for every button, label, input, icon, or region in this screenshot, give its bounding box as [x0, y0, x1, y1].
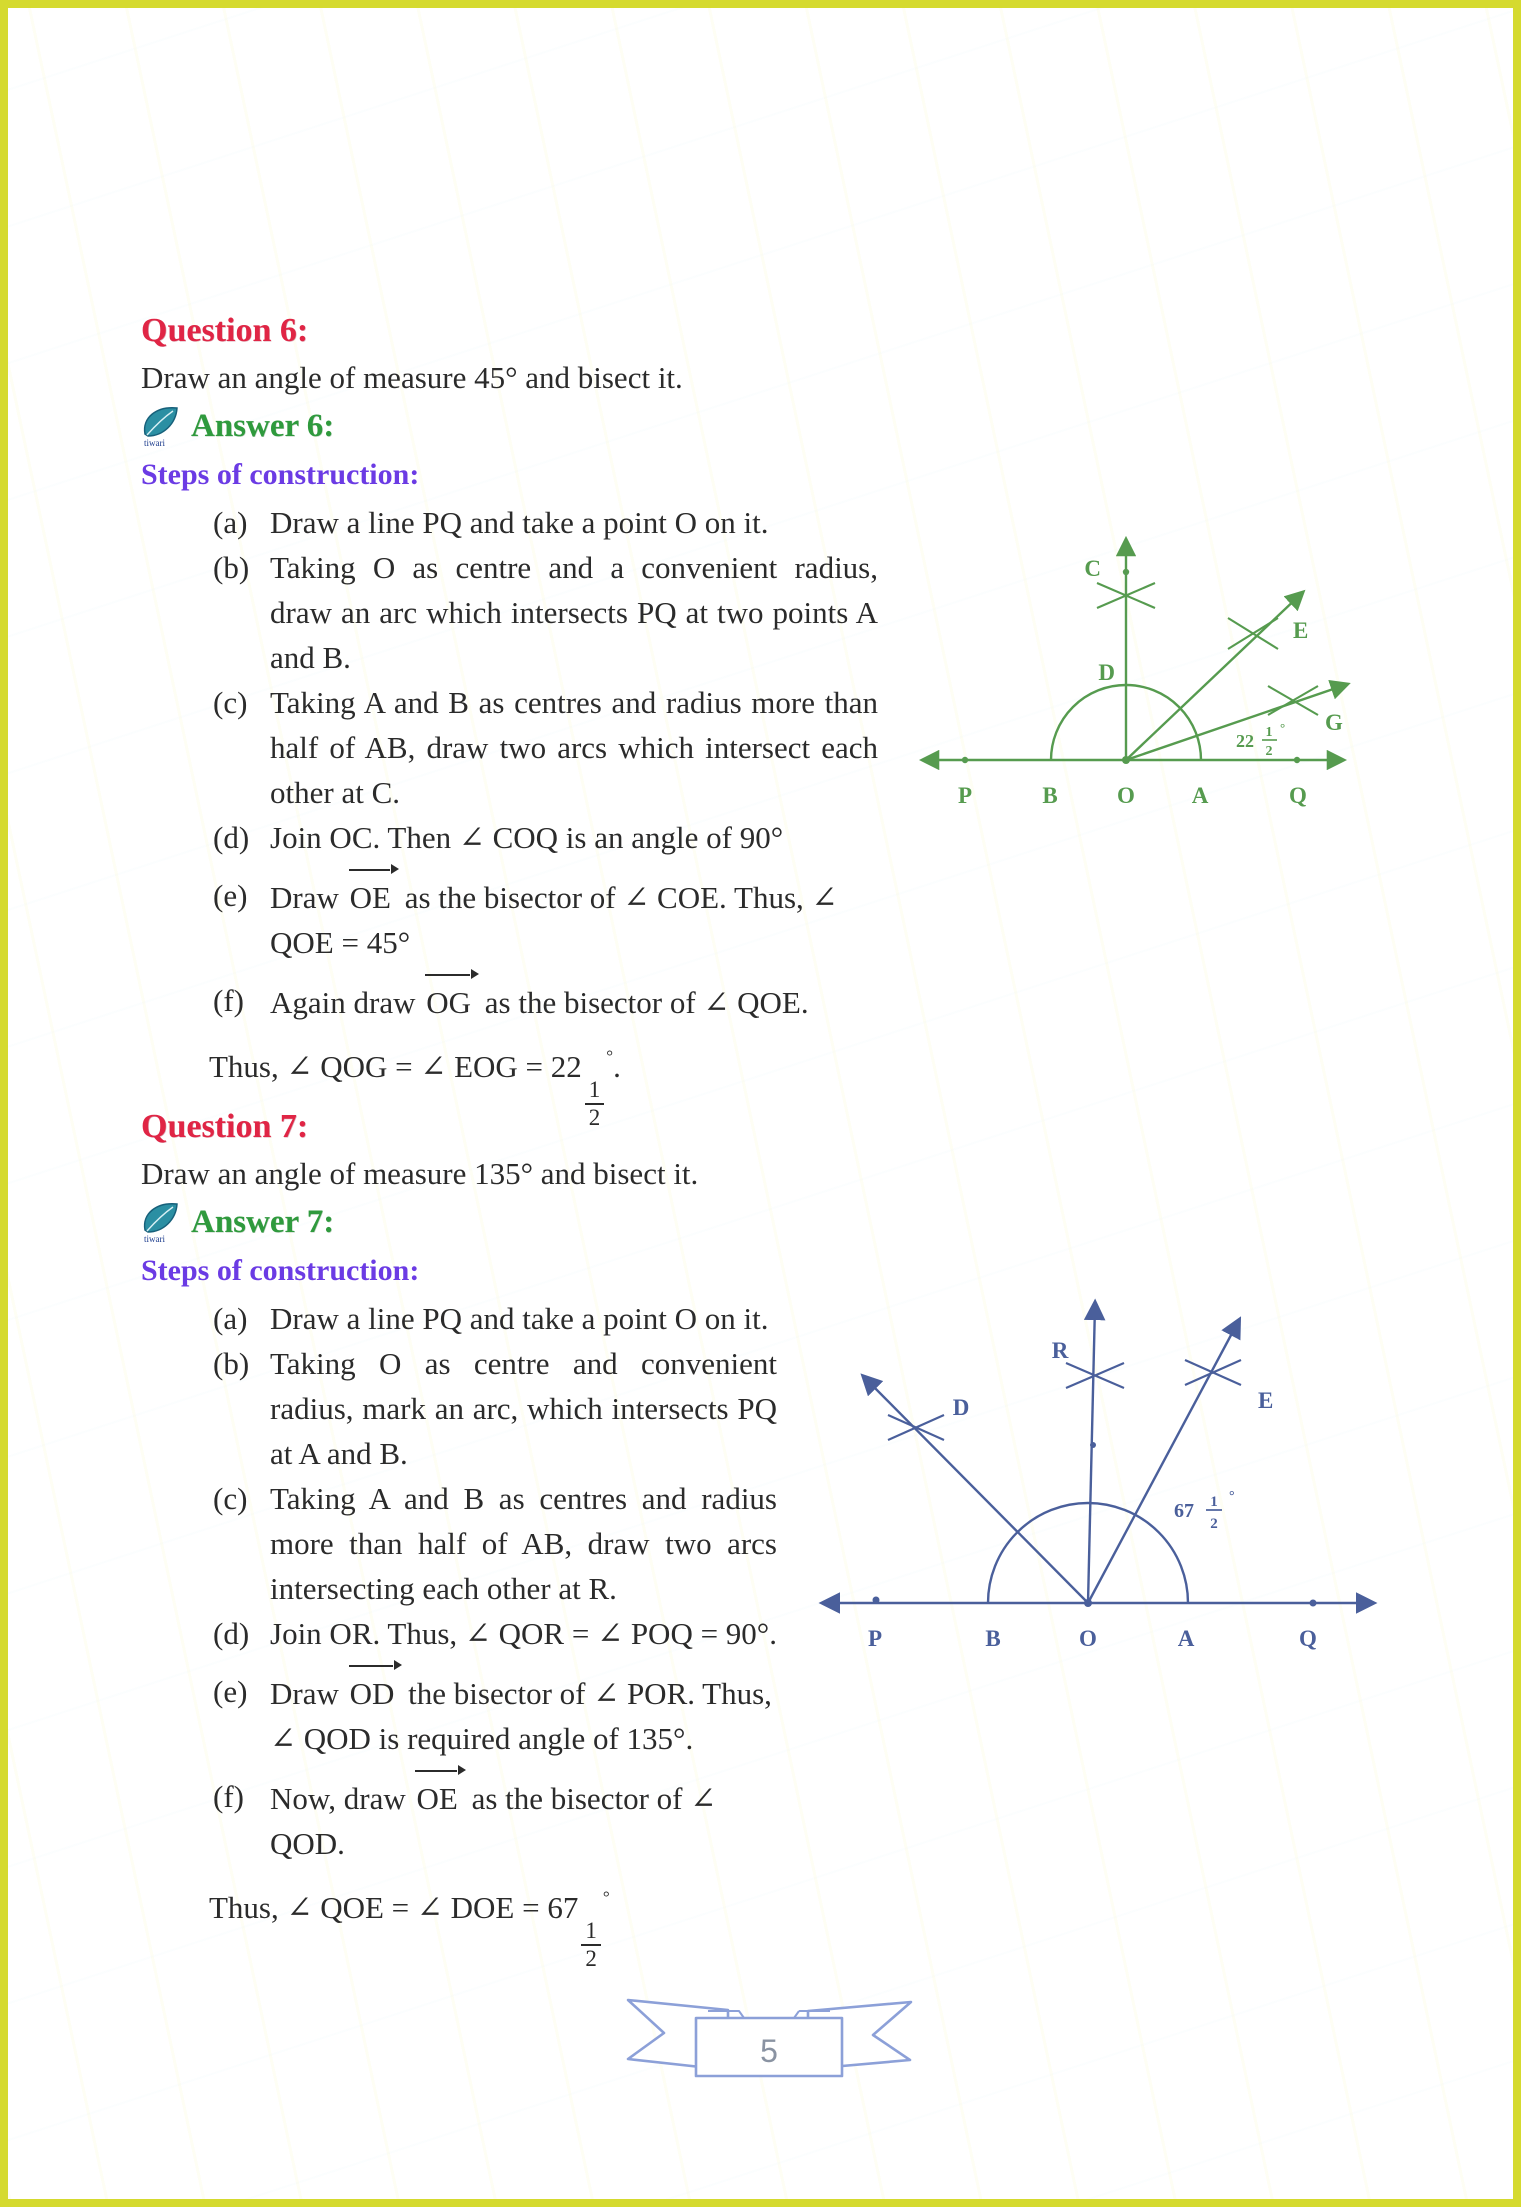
vector-ray-notation: OG [423, 978, 477, 1025]
vector-ray-notation: OE [413, 1774, 463, 1821]
construction-step [213, 1774, 1403, 1866]
label-E: E [1293, 618, 1309, 643]
angle-value-label [1174, 1489, 1235, 1532]
step-text: Now, draw OE as the bisector of ∠ QOD. [270, 1774, 777, 1866]
step-text: Taking A and B as centres and radius more than half of AB, draw two arcs which intersect each other at C. [270, 685, 878, 810]
label-D: D [952, 1395, 970, 1420]
question-7-title: Question 7: [141, 1108, 309, 1145]
label-R: R [1051, 1338, 1069, 1363]
step-label: (e) [213, 878, 248, 913]
angle-whole: 22 [1236, 731, 1254, 751]
angle-denominator: 2 [1210, 1516, 1218, 1532]
step-text: Draw OE as the bisector of ∠ COE. Thus, ∠ QOE = 45° [270, 873, 878, 965]
step-text: Join OC. Then ∠ COQ is an angle of 90° [270, 820, 784, 855]
step-label: (c) [213, 1481, 248, 1516]
diagram-labels [958, 556, 1343, 808]
answer-7-title: Answer 7: [191, 1204, 335, 1240]
angle-degree: ° [1229, 1489, 1235, 1504]
conclusion-7: Thus, ∠ QOE = ∠ DOE = 67 $\frac{1}{2}$ ° [209, 1887, 610, 1971]
construction-step [213, 1669, 1403, 1761]
construction-step [213, 815, 1403, 860]
step-text: Draw a line PQ and take a point O on it. [270, 1301, 769, 1336]
angle-denominator: 2 [1265, 744, 1273, 759]
step-text: Draw OD the bisector of ∠ POR. Thus, ∠ QOD is required angle of 135°. [270, 1669, 777, 1761]
ray-OE [1088, 1322, 1238, 1603]
leaf-logo-icon [141, 404, 181, 448]
angle-value-label [1236, 720, 1285, 759]
page-number: 5 [760, 2033, 778, 2069]
ray-OD [865, 1378, 1088, 1603]
label-E: E [1258, 1388, 1274, 1413]
label-O: O [1117, 783, 1135, 808]
ray-OR [1088, 1305, 1095, 1603]
label-C: C [1084, 556, 1101, 581]
question-6-title: Question 6: [141, 312, 309, 349]
leaf-logo-text: tiwari [144, 1234, 165, 1244]
step-label: (f) [213, 983, 244, 1018]
steps-heading-6: Steps of construction: [141, 458, 420, 491]
step-label: (c) [213, 685, 248, 720]
degree-symbol: ° [602, 1887, 610, 1907]
diagram-lines [825, 1305, 1371, 1603]
answer-6-heading [141, 403, 1403, 449]
label-Q: Q [1289, 783, 1307, 808]
conclusion-6: Thus, ∠ QOG = ∠ EOG = 22 $\frac{1}{2}$ °. [209, 1046, 621, 1130]
step-label: (a) [213, 1301, 248, 1336]
question-6-prompt: Draw an angle of measure 45° and bisect it. [141, 360, 683, 395]
compass-cross-marks [1097, 583, 1318, 715]
step-text: Again draw OG as the bisector of ∠ QOE. [270, 978, 878, 1025]
step-label: (d) [213, 1616, 250, 1651]
angle-45-construction-diagram [901, 510, 1371, 810]
label-A: A [1177, 1626, 1195, 1651]
construction-step [213, 873, 1403, 965]
step-label: (f) [213, 1779, 244, 1814]
stacked-fraction: $\frac{1}{2}$ [585, 1078, 605, 1130]
construction-step [213, 978, 1403, 1025]
answer-7-heading [141, 1199, 1403, 1245]
answer-6-title: Answer 6: [191, 408, 335, 444]
step-text: Join OR. Thus, ∠ QOR = ∠ POQ = 90°. [270, 1616, 777, 1651]
step-text: Taking O as centre and a convenient radius, draw an arc which intersects PQ at two points A and B. [270, 550, 878, 675]
step-label: (b) [213, 550, 250, 585]
label-P: P [957, 783, 973, 808]
angle-degree: ° [1280, 720, 1286, 735]
diagram-points [873, 1442, 1317, 1607]
question-7-prompt: Draw an angle of measure 135° and bisect it. [141, 1156, 699, 1191]
degree-symbol: ° [606, 1046, 614, 1066]
step-label: (a) [213, 505, 248, 540]
label-A: A [1191, 783, 1209, 808]
label-B: B [985, 1626, 1001, 1651]
page-number-ribbon [608, 1986, 928, 2086]
angle-numerator: 1 [1265, 725, 1273, 740]
label-P: P [867, 1626, 883, 1651]
steps-heading-7: Steps of construction: [141, 1254, 420, 1287]
step-text: Taking O as centre and convenient radius, mark an arc, which intersects PQ at A and B. [270, 1346, 777, 1471]
leaf-logo-icon [141, 1200, 181, 1244]
compass-cross-marks [888, 1360, 1241, 1440]
angle-135-construction-diagram [803, 1280, 1393, 1665]
vector-ray-notation: OE [347, 873, 397, 920]
step-text: Draw a line PQ and take a point O on it. [270, 505, 769, 540]
label-B: B [1042, 783, 1058, 808]
label-Q: Q [1299, 1626, 1317, 1651]
step-label: (b) [213, 1346, 250, 1381]
step-label: (d) [213, 820, 250, 855]
angle-numerator: 1 [1210, 1494, 1218, 1510]
angle-whole: 67 [1174, 1500, 1194, 1522]
step-text: Taking A and B as centres and radius more than half of AB, draw two arcs intersecting each other at R. [270, 1481, 777, 1606]
step-label: (e) [213, 1674, 248, 1709]
stacked-fraction: $\frac{1}{2}$ [581, 1919, 601, 1971]
leaf-logo-text: tiwari [144, 438, 165, 448]
label-O: O [1079, 1626, 1097, 1651]
vector-ray-notation: OD [347, 1669, 401, 1716]
label-G: G [1325, 710, 1343, 735]
label-D: D [1098, 660, 1115, 685]
